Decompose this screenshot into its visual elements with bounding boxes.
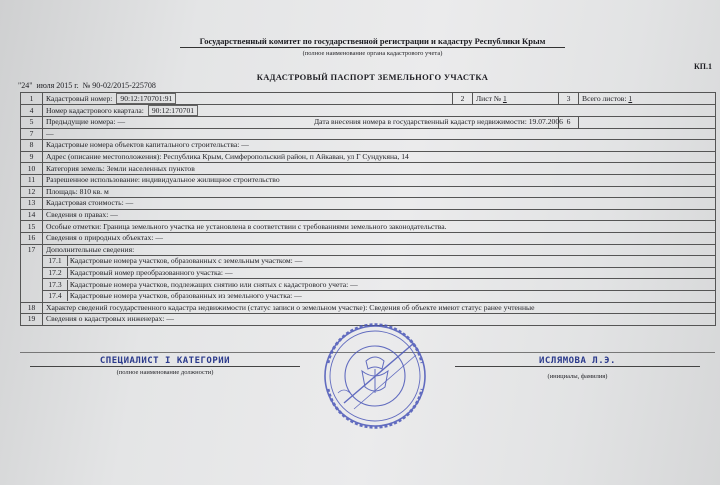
- total-sheets-value: 1: [628, 93, 633, 103]
- sheet-value: 1: [502, 93, 507, 103]
- row-number: 6: [559, 117, 579, 129]
- registration-date-cell: Дата внесения номера в государственный кадастр недвижимости: 19.07.2006: [579, 117, 716, 129]
- row-number: 1: [21, 93, 43, 105]
- official-stamp: [314, 323, 436, 429]
- table-row: 8 Кадастровые номера объектов капитального строительства: —: [21, 140, 716, 152]
- row-number: 8: [21, 140, 43, 152]
- row-number: 3: [559, 93, 579, 105]
- table-row: 17.3 Кадастровые номера участков, подлежащих снятию или снятых с кадастрового учета: —: [21, 279, 716, 291]
- table-row: 17.1 Кадастровые номера участков, образованных с земельным участком: —: [21, 256, 716, 268]
- row-number: 11: [21, 174, 43, 186]
- row-7-value: —: [43, 128, 716, 140]
- row-number: 17: [21, 244, 43, 302]
- form-code: КП.1: [693, 62, 712, 71]
- table-row: 17.4 Кадастровые номера участков, образованных из земельного участка: —: [21, 290, 716, 302]
- table-row: 16 Сведения о природных объектах: —: [21, 232, 716, 244]
- signer-name: ИСЛЯМОВА Л.Э.: [455, 356, 700, 367]
- table-row: [21, 221, 716, 233]
- row-number: 10: [21, 163, 43, 175]
- row-number: 14: [21, 209, 43, 221]
- row-number: 12: [21, 186, 43, 198]
- registration-date-value: 19.07.2006: [528, 117, 563, 127]
- row-number: 18: [21, 302, 43, 314]
- area-cell: Площадь: 810 кв. м: [43, 186, 716, 198]
- total-sheets-cell: Всего листов: 1: [579, 93, 716, 105]
- special-notes-cell: Особые отметки: Граница земельного участка не установлена в соответствии с требованиями земельного законодательства.: [43, 221, 716, 233]
- table-row: 19 Сведения о кадастровых инженерах: —: [21, 314, 716, 326]
- row-number: 7: [21, 128, 43, 140]
- table-row: [21, 186, 716, 198]
- quarter-cell: Номер кадастрового квартала: 90:12:170701: [43, 105, 716, 117]
- additional-info-cell: Дополнительные сведения:: [43, 244, 716, 256]
- cadastral-number-value: 90:12:170701:91: [116, 93, 176, 104]
- row-number: 16: [21, 232, 43, 244]
- passport-table: [20, 92, 716, 326]
- issue-date-line: [18, 81, 158, 90]
- row-number: 2: [453, 93, 473, 105]
- permitted-use-cell: Разрешенное использование: индивидуальное жилищное строительство: [43, 174, 716, 186]
- table-row: 17.2 Кадастровый номер преобразованного участка: —: [21, 267, 716, 279]
- table-row: [21, 105, 716, 117]
- table-row: [21, 302, 716, 314]
- authority-name: Государственный комитет по государственной регистрации и кадастру Республики Крым: [180, 36, 565, 48]
- record-status-cell: Характер сведений государственного кадастра недвижимости (статус записи о земельном участке): Сведения об объекте имеют статус ранее учтенные: [43, 302, 716, 314]
- signer-position: СПЕЦИАЛИСТ I КАТЕГОРИИ: [30, 356, 300, 367]
- table-row: [21, 151, 716, 163]
- table-row: [21, 117, 716, 129]
- sheet-cell: Лист № 1: [473, 93, 559, 105]
- row-number: 13: [21, 198, 43, 210]
- row-number: 19: [21, 314, 43, 326]
- previous-numbers-cell: Предыдущие номера: —: [43, 117, 559, 129]
- row-number: 15: [21, 221, 43, 233]
- table-row: 13 Кадастровая стоимость: —: [21, 198, 716, 210]
- issue-month-year: июля 2015 г.: [36, 81, 79, 90]
- table-row: 14 Сведения о правах: —: [21, 209, 716, 221]
- authority-caption: (полное наименование органа кадастрового учета): [302, 50, 443, 57]
- row-number: 4: [21, 105, 43, 117]
- row-number: 5: [21, 117, 43, 129]
- table-row: [21, 174, 716, 186]
- issue-day: "24": [18, 81, 33, 90]
- table-row: [21, 93, 716, 105]
- table-row: [21, 244, 716, 256]
- cadastral-number-cell: Кадастровый номер: 90:12:170701:91: [43, 93, 453, 105]
- row-number: 9: [21, 151, 43, 163]
- document-title: КАДАСТРОВЫЙ ПАСПОРТ ЗЕМЕЛЬНОГО УЧАСТКА: [256, 72, 489, 82]
- land-category-cell: Категория земель: Земли населенных пунктов: [43, 163, 716, 175]
- signer-position-caption: (полное наименование должности): [116, 369, 214, 376]
- address-cell: Адрес (описание местоположения): Республика Крым, Симферопольский район, п Айкаван, ул Г Сундукяна, 14: [43, 151, 716, 163]
- issue-number: № 90-02/2015-225708: [82, 81, 156, 90]
- quarter-value: 90:12:170701: [148, 105, 198, 116]
- table-row: [21, 163, 716, 175]
- table-row: [21, 128, 716, 140]
- signer-name-caption: (инициалы, фамилия): [547, 373, 608, 380]
